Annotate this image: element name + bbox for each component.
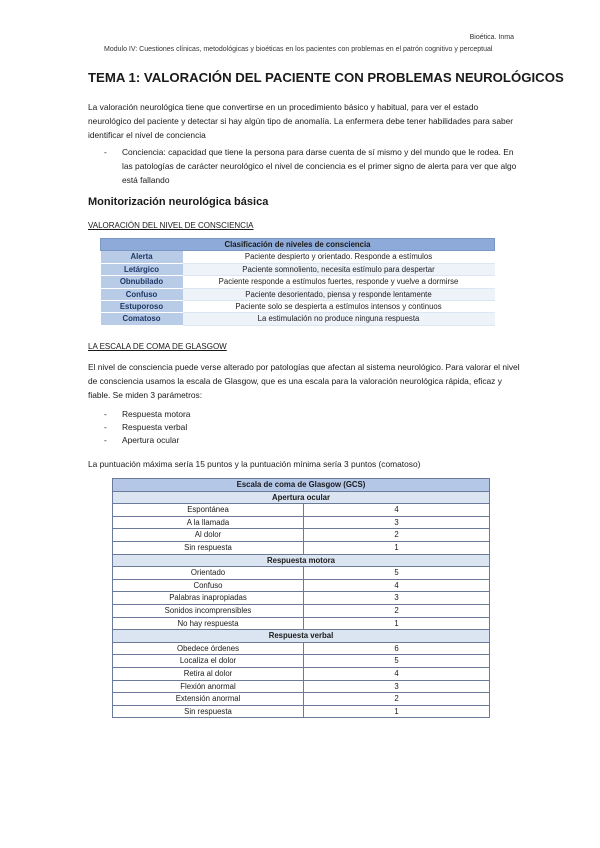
score-cell: 6 [304, 642, 490, 655]
item-cell: Localiza el dolor [113, 655, 304, 668]
level-cell: Estuporoso [101, 301, 183, 313]
level-cell: Alerta [101, 251, 183, 263]
list-item: - Respuesta motora [104, 409, 191, 419]
consciousness-table [100, 238, 495, 326]
subheading-glasgow: LA ESCALA DE COMA DE GLASGOW [88, 342, 227, 351]
score-cell: 2 [304, 529, 490, 542]
description-cell: La estimulación no produce ninguna respuesta [183, 313, 495, 325]
consciencia-bullet [104, 145, 520, 187]
consciousness-table-title: Clasificación de niveles de consciencia [101, 239, 495, 251]
table-row [101, 288, 495, 300]
glasgow-intro-paragraph: El nivel de consciencia puede verse alterado por patologías que afectan al sistema neurológico. Para valorar el nivel de consciencia usamos la escala de Glasgow, que es una escala para la valoración neurológica rápida, eficaz y fiable. Se miden 3 parámetros: [88, 362, 520, 400]
header-author: Bioética. Inma [469, 34, 514, 41]
item-cell: A la llamada [113, 516, 304, 529]
level-cell: Letárgico [101, 263, 183, 275]
score-cell: 5 [304, 567, 490, 580]
item-cell: Confuso [113, 579, 304, 592]
table-row [101, 251, 495, 263]
score-cell: 4 [304, 667, 490, 680]
table-row [113, 680, 490, 693]
table-row [113, 529, 490, 542]
table-row [113, 642, 490, 655]
parameter-list [104, 408, 190, 447]
table-row [113, 516, 490, 529]
item-cell: Sin respuesta [113, 541, 304, 554]
table-row [113, 592, 490, 605]
score-cell: 2 [304, 604, 490, 617]
bullet-dash: - [104, 147, 107, 157]
description-cell: Paciente somnoliento, necesita estímulo para despertar [183, 263, 495, 275]
scoring-note: La puntuación máxima sería 15 puntos y la puntuación mínima sería 3 puntos (comatoso) [88, 459, 421, 469]
item-cell: Retira al dolor [113, 667, 304, 680]
section-heading: Monitorización neurológica básica [88, 196, 269, 208]
table-row [101, 313, 495, 325]
list-item: - Respuesta verbal [104, 422, 188, 432]
page-title: TEMA 1: VALORACIÓN DEL PACIENTE CON PROBLEMAS NEUROLÓGICOS [88, 70, 564, 85]
score-cell: 4 [304, 579, 490, 592]
level-cell: Comatoso [101, 313, 183, 325]
table-row [113, 604, 490, 617]
score-cell: 1 [304, 617, 490, 630]
table-row [113, 655, 490, 668]
description-cell: Paciente solo se despierta a estímulos intensos y continuos [183, 301, 495, 313]
consciencia-definition: Conciencia: capacidad que tiene la persona para darse cuenta de sí mismo y del mundo que le rodea. En las patologías de carácter neurológico el nivel de conciencia es el primer signo de alerta para ver que algo está fallando [122, 147, 517, 185]
table-row [113, 579, 490, 592]
item-cell: No hay respuesta [113, 617, 304, 630]
table-row [113, 693, 490, 706]
section-label: Respuesta motora [113, 554, 490, 567]
level-cell: Confuso [101, 288, 183, 300]
score-cell: 2 [304, 693, 490, 706]
subheading-valoracion: VALORACIÓN DEL NIVEL DE CONSCIENCIA [88, 221, 254, 230]
score-cell: 4 [304, 504, 490, 517]
table-row [113, 667, 490, 680]
glasgow-table [112, 478, 490, 718]
table-row [101, 276, 495, 288]
item-cell: Extensión anormal [113, 693, 304, 706]
section-label: Apertura ocular [113, 491, 490, 504]
description-cell: Paciente despierto y orientado. Responde a estímulos [183, 251, 495, 263]
score-cell: 1 [304, 541, 490, 554]
score-cell: 3 [304, 516, 490, 529]
score-cell: 1 [304, 705, 490, 718]
table-row [113, 504, 490, 517]
level-cell: Obnubilado [101, 276, 183, 288]
item-cell: Sonidos incomprensibles [113, 604, 304, 617]
score-cell: 3 [304, 680, 490, 693]
description-cell: Paciente desorientado, piensa y responde lentamente [183, 288, 495, 300]
item-cell: Sin respuesta [113, 705, 304, 718]
item-cell: Al dolor [113, 529, 304, 542]
parameter-label: Respuesta verbal [122, 422, 188, 432]
score-cell: 3 [304, 592, 490, 605]
item-cell: Flexión anormal [113, 680, 304, 693]
table-row [101, 301, 495, 313]
item-cell: Obedece órdenes [113, 642, 304, 655]
parameter-label: Respuesta motora [122, 409, 191, 419]
item-cell: Orientado [113, 567, 304, 580]
intro-paragraph: La valoración neurológica tiene que convertirse en un procedimiento básico y habitual, para ver el estado neurológico del paciente y detectar si hay algún tipo de anomalía. La enfermera debe tener habilidades para saber identificar el nivel de conciencia [88, 102, 514, 140]
item-cell: Espontánea [113, 504, 304, 517]
table-row [101, 263, 495, 275]
table-row [113, 617, 490, 630]
table-row [113, 705, 490, 718]
item-cell: Palabras inapropiadas [113, 592, 304, 605]
list-item: - Apertura ocular [104, 435, 180, 445]
parameter-label: Apertura ocular [122, 435, 180, 445]
score-cell: 5 [304, 655, 490, 668]
table-row [113, 567, 490, 580]
header-module: Modulo IV: Cuestiones clínicas, metodológicas y bioéticas en los pacientes con problemas en el patrón cognitivo y perceptual [104, 46, 493, 53]
description-cell: Paciente responde a estímulos fuertes, responde y vuelve a dormirse [183, 276, 495, 288]
table-row [113, 541, 490, 554]
glasgow-table-title: Escala de coma de Glasgow (GCS) [113, 479, 490, 492]
section-label: Respuesta verbal [113, 630, 490, 643]
